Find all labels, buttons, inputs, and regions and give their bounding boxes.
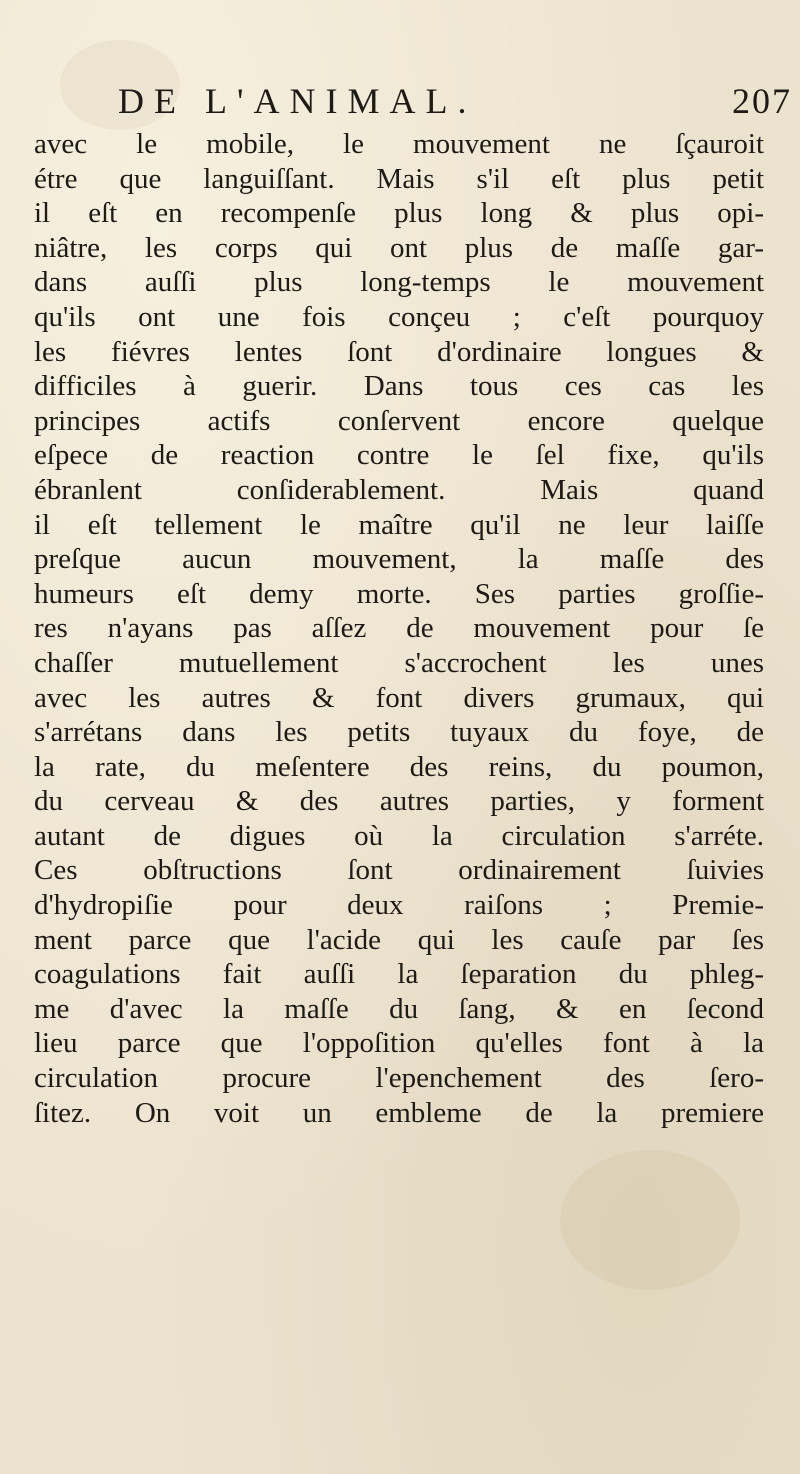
- text-line: s'arrétans dans les petits tuyaux du foye, de: [34, 716, 764, 749]
- text-line: du cerveau & des autres parties, y forment: [34, 785, 764, 818]
- text-line: la rate, du meſentere des reins, du poumon,: [34, 750, 764, 783]
- text-line: étre que languiſſant. Mais s'il eſt plus petit: [34, 162, 764, 195]
- paper-stain: [560, 1150, 740, 1290]
- text-line: ment parce que l'acide qui les cauſe par ſes: [34, 923, 764, 956]
- text-line: qu'ils ont une fois conçeu ; c'eſt pourquoy: [34, 300, 764, 333]
- text-line: lieu parce que l'oppoſition qu'elles font à la: [34, 1027, 764, 1060]
- text-line: autant de digues où la circulation s'arréte.: [34, 819, 764, 852]
- text-line: ſitez. On voit un embleme de la premiere: [34, 1096, 764, 1129]
- text-line: ébranlent conſiderablement. Mais quand: [34, 473, 764, 506]
- text-line: eſpece de reaction contre le ſel fixe, qu'ils: [34, 439, 764, 472]
- text-line: chaſſer mutuellement s'accrochent les unes: [34, 646, 764, 679]
- text-line: humeurs eſt demy morte. Ses parties groſſie-: [34, 577, 764, 610]
- text-line: d'hydropiſie pour deux raiſons ; Premie-: [34, 889, 764, 922]
- body-text: [34, 127, 764, 1130]
- text-line: preſque aucun mouvement, la maſſe des: [34, 543, 764, 576]
- text-line: res n'ayans pas aſſez de mouvement pour ſe: [34, 612, 764, 645]
- text-line: Ces obſtructions ſont ordinairement ſuivies: [34, 854, 764, 887]
- page-number: 207: [732, 81, 792, 121]
- text-line: difficiles à guerir. Dans tous ces cas les: [34, 370, 764, 403]
- text-line: les fiévres lentes ſont d'ordinaire longues &: [34, 335, 764, 368]
- running-title: DE L'ANIMAL.: [118, 81, 477, 121]
- text-line: avec le mobile, le mouvement ne ſçauroit: [34, 128, 764, 160]
- text-line: dans auſſi plus long-temps le mouvement: [34, 266, 764, 299]
- text-line: il eſt tellement le maître qu'il ne leur laiſſe: [34, 508, 764, 541]
- text-line: me d'avec la maſſe du ſang, & en ſecond: [34, 992, 764, 1025]
- text-line: niâtre, les corps qui ont plus de maſſe gar-: [34, 231, 764, 264]
- text-line: il eſt en recompenſe plus long & plus opi-: [34, 197, 764, 230]
- text-line: principes actifs conſervent encore quelque: [34, 404, 764, 437]
- text-line: circulation procure l'epenchement des ſero-: [34, 1062, 764, 1095]
- text-line: avec les autres & font divers grumaux, qui: [34, 681, 764, 714]
- text-line: coagulations fait auſſi la ſeparation du phleg-: [34, 958, 764, 991]
